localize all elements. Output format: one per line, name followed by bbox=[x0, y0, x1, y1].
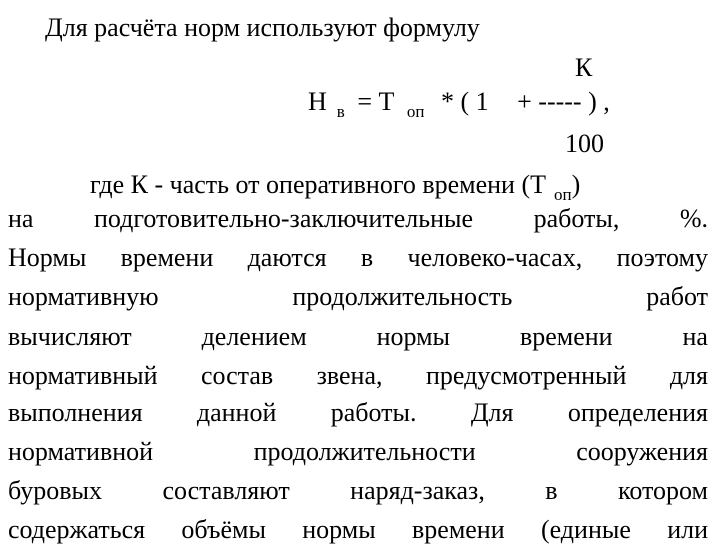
formula-main-line bbox=[308, 87, 610, 120]
paragraph-line-5: нормативный состав звена, предусмотренный для bbox=[8, 361, 708, 390]
paragraph-line-4: вычисляют делением нормы времени на bbox=[8, 322, 708, 351]
formula-numerator: К bbox=[575, 53, 593, 82]
where-subscript: оп bbox=[554, 185, 572, 204]
where-line bbox=[90, 170, 580, 203]
paragraph-line-6: выполнения данной работы. Для определения bbox=[8, 398, 708, 427]
formula-lhs: Н bbox=[308, 87, 327, 116]
formula-denominator: 100 bbox=[565, 129, 604, 158]
formula-fraction-line: + ----- ) , bbox=[517, 87, 610, 116]
formula-t-subscript: оп bbox=[406, 102, 425, 121]
formula-multiply: * ( 1 bbox=[440, 87, 489, 116]
paragraph-line-8: буровых составляют наряд-заказ, в котором bbox=[8, 476, 708, 505]
formula-lhs-subscript: в bbox=[336, 102, 345, 121]
formula-equals-t: = Т bbox=[357, 87, 395, 116]
intro-line: Для расчёта норм используют формулу bbox=[45, 13, 480, 42]
where-close-paren: ) bbox=[571, 170, 581, 199]
where-text: где К - часть от оперативного времени (Т bbox=[90, 170, 547, 199]
paragraph-line-7: нормативной продолжительности сооружения bbox=[8, 437, 708, 466]
paragraph-line-2: Нормы времени даются в человеко-часах, поэтому bbox=[8, 243, 708, 272]
paragraph-line-9: содержаться объёмы нормы времени (единые или bbox=[8, 515, 708, 544]
paragraph-line-3: нормативную продолжительность работ bbox=[8, 282, 708, 311]
paragraph-line-1: на подготовительно-заключительные работы, %. bbox=[8, 204, 708, 233]
